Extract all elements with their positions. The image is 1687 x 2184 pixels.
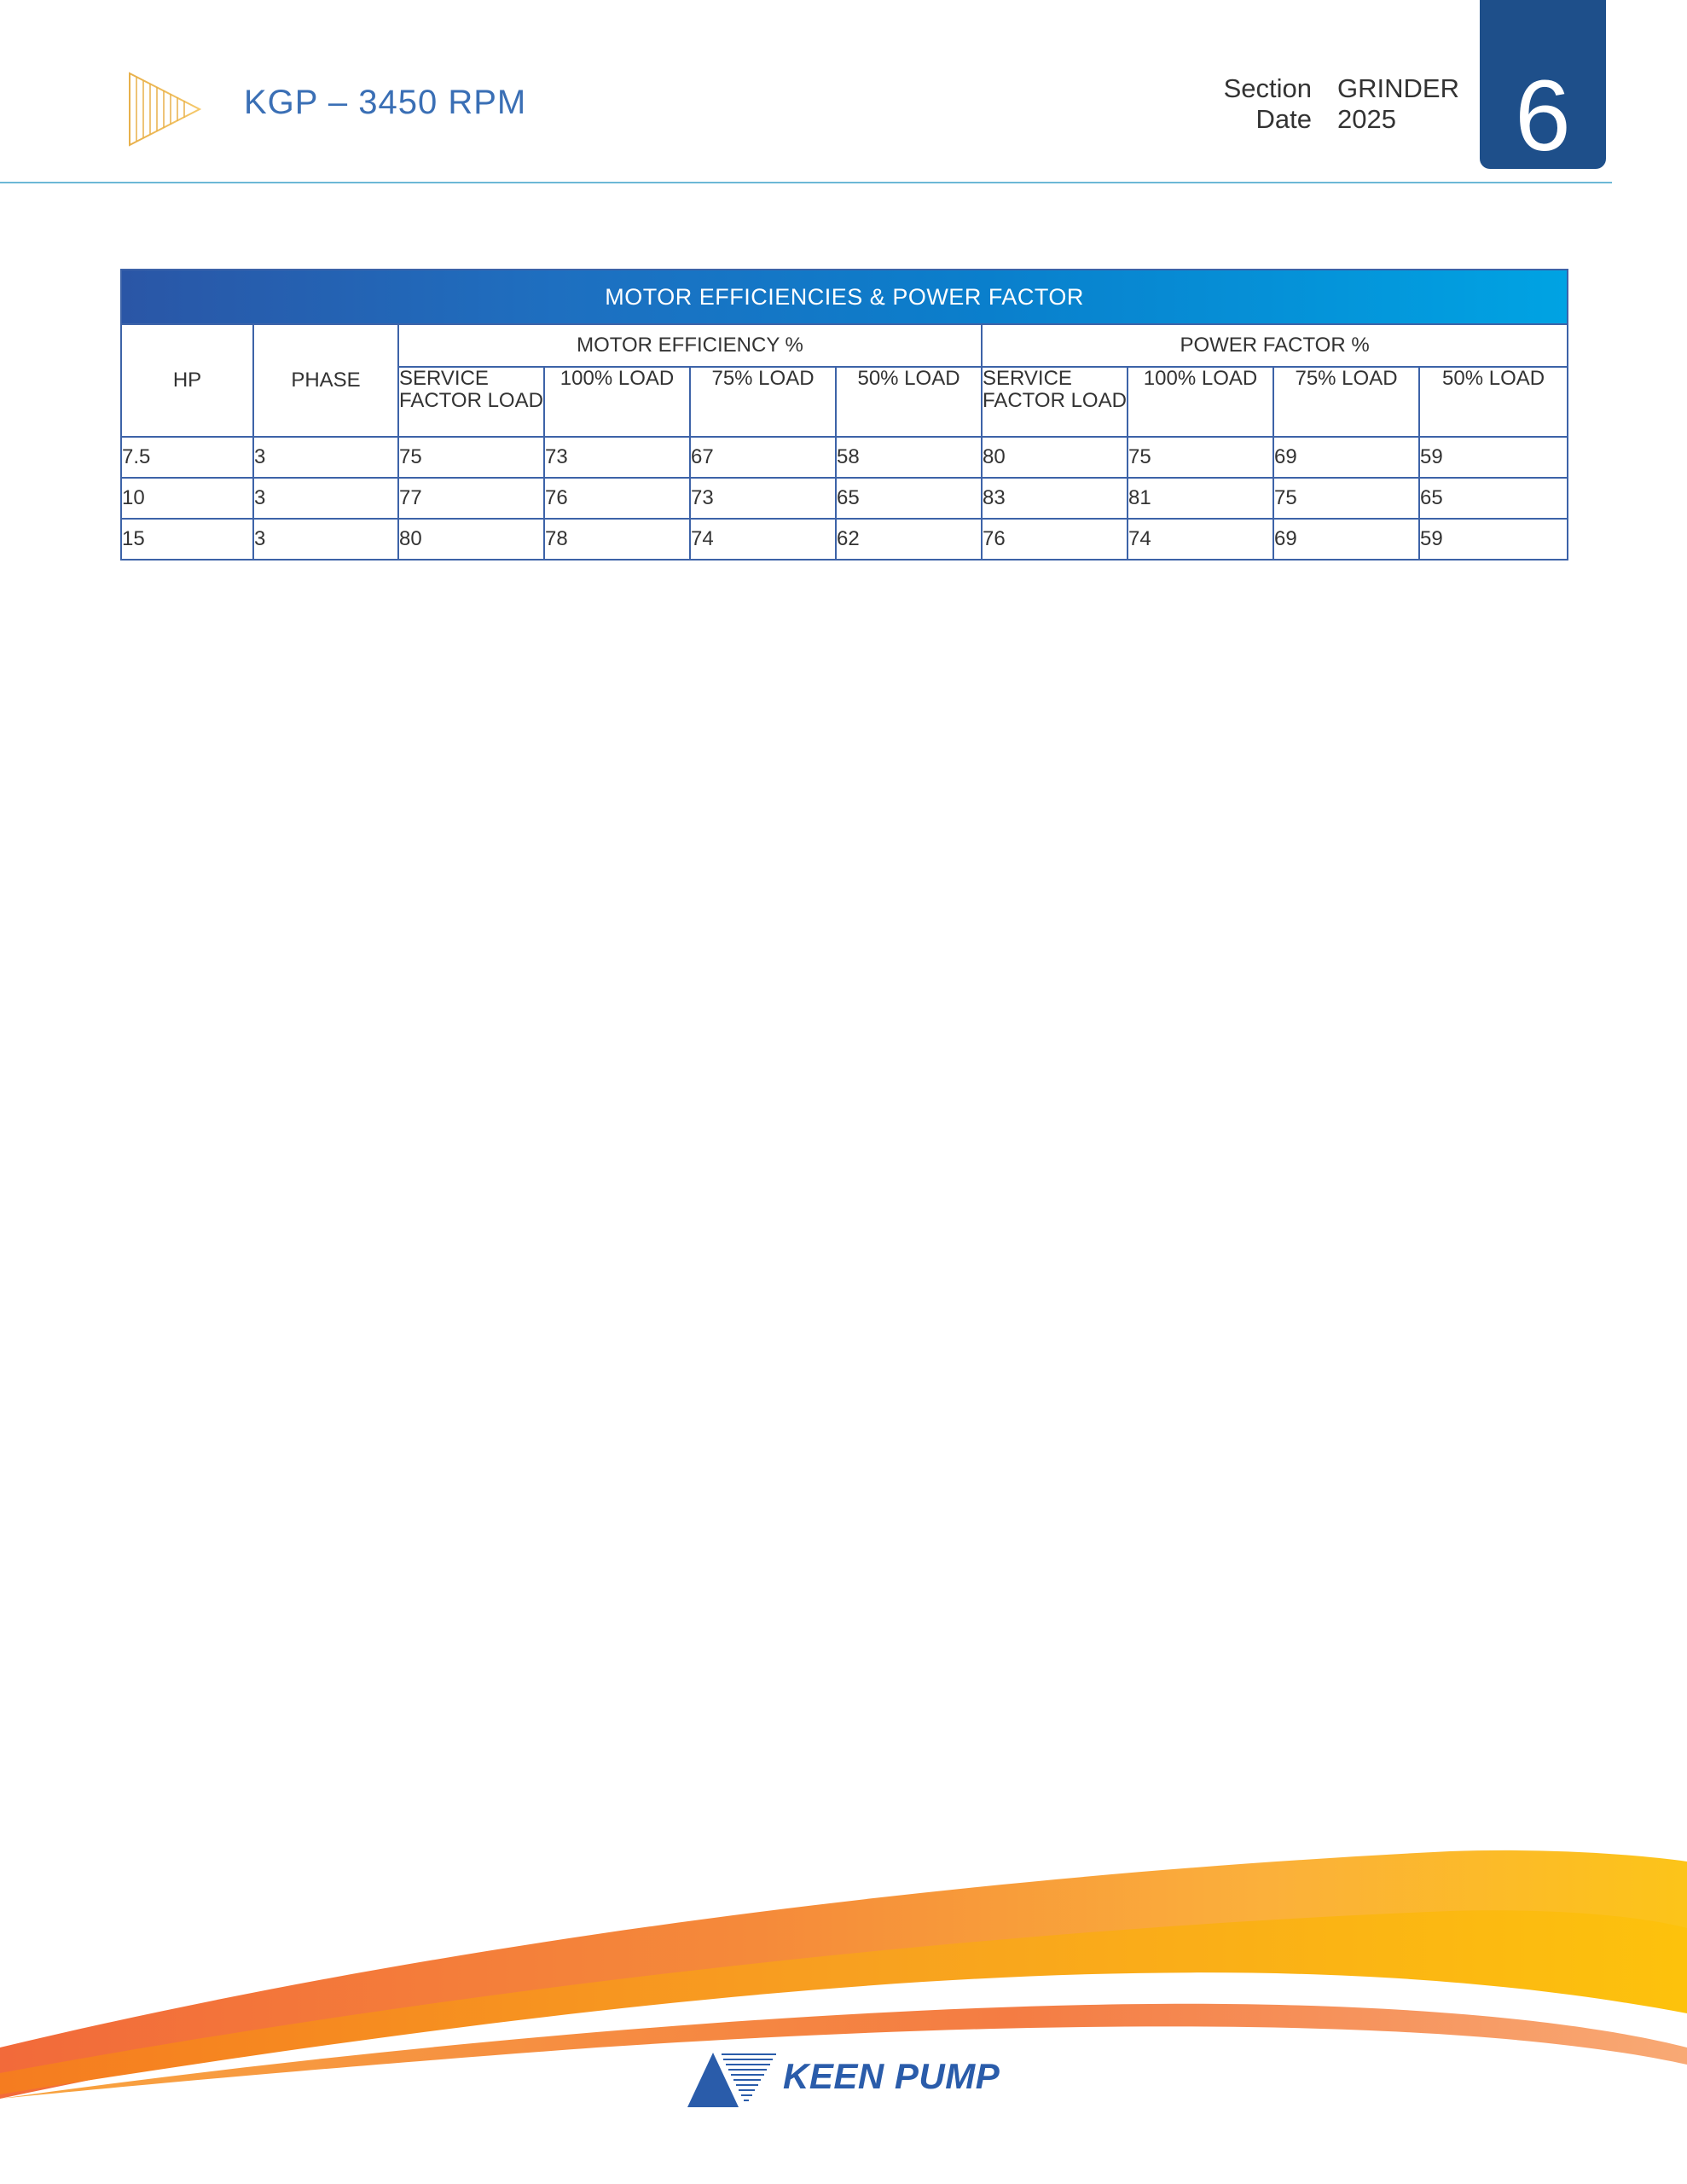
brand-triangle-icon xyxy=(126,72,203,147)
cell-eff-50: 58 xyxy=(836,437,982,478)
table-row xyxy=(121,519,1568,560)
date-value: 2025 xyxy=(1337,104,1396,134)
brand-name: KEEN PUMP xyxy=(783,2056,1000,2096)
date-label: Date xyxy=(1255,104,1312,134)
cell-phase: 3 xyxy=(253,478,398,519)
cell-pf-50: 59 xyxy=(1419,519,1568,560)
section-label: Section xyxy=(1223,73,1312,103)
cell-eff-50: 62 xyxy=(836,519,982,560)
cell-pf-100: 74 xyxy=(1128,519,1273,560)
cell-pf-sf: 76 xyxy=(982,519,1128,560)
cell-eff-75: 73 xyxy=(690,478,836,519)
cell-eff-75: 67 xyxy=(690,437,836,478)
cell-hp: 10 xyxy=(121,478,253,519)
cell-pf-75: 69 xyxy=(1273,437,1419,478)
cell-pf-100: 81 xyxy=(1128,478,1273,519)
header-divider xyxy=(0,182,1612,183)
column-header-pf-50: 50% LOAD xyxy=(1419,367,1568,437)
column-header-pf-100: 100% LOAD xyxy=(1128,367,1273,437)
cell-hp: 7.5 xyxy=(121,437,253,478)
cell-pf-50: 59 xyxy=(1419,437,1568,478)
cell-eff-100: 73 xyxy=(544,437,690,478)
group-header-motor-efficiency: MOTOR EFFICIENCY % xyxy=(398,324,982,367)
cell-eff-sf: 77 xyxy=(398,478,544,519)
keen-pump-logo-icon xyxy=(687,2051,778,2109)
service-line-1: SERVICE xyxy=(399,367,489,390)
section-value: GRINDER xyxy=(1337,73,1459,103)
column-header-eff-75: 75% LOAD xyxy=(690,367,836,437)
cell-pf-100: 75 xyxy=(1128,437,1273,478)
cell-pf-sf: 80 xyxy=(982,437,1128,478)
document-title: KGP – 3450 RPM xyxy=(244,84,527,121)
cell-eff-sf: 75 xyxy=(398,437,544,478)
column-header-phase: PHASE xyxy=(253,324,398,437)
cell-eff-100: 76 xyxy=(544,478,690,519)
column-header-eff-100: 100% LOAD xyxy=(544,367,690,437)
group-header-power-factor: POWER FACTOR % xyxy=(982,324,1568,367)
cell-phase: 3 xyxy=(253,519,398,560)
cell-eff-50: 65 xyxy=(836,478,982,519)
column-header-eff-service-factor xyxy=(398,367,544,437)
table-title: MOTOR EFFICIENCIES & POWER FACTOR xyxy=(121,270,1568,324)
table-row xyxy=(121,437,1568,478)
cell-pf-50: 65 xyxy=(1419,478,1568,519)
cell-phase: 3 xyxy=(253,437,398,478)
cell-eff-100: 78 xyxy=(544,519,690,560)
motor-efficiency-table xyxy=(120,269,1568,561)
table-row xyxy=(121,478,1568,519)
cell-pf-75: 69 xyxy=(1273,519,1419,560)
cell-hp: 15 xyxy=(121,519,253,560)
cell-eff-75: 74 xyxy=(690,519,836,560)
cell-eff-sf: 80 xyxy=(398,519,544,560)
column-header-hp: HP xyxy=(121,324,253,437)
column-header-eff-50: 50% LOAD xyxy=(836,367,982,437)
cell-pf-sf: 83 xyxy=(982,478,1128,519)
column-header-pf-service-factor xyxy=(982,367,1128,437)
service-line-2: FACTOR LOAD xyxy=(399,389,543,412)
meta-labels xyxy=(1194,73,1312,135)
section-number-tab: 6 xyxy=(1480,0,1606,169)
service-line-2: FACTOR LOAD xyxy=(983,389,1127,412)
column-header-pf-75: 75% LOAD xyxy=(1273,367,1419,437)
cell-pf-75: 75 xyxy=(1273,478,1419,519)
service-line-1: SERVICE xyxy=(983,367,1072,390)
